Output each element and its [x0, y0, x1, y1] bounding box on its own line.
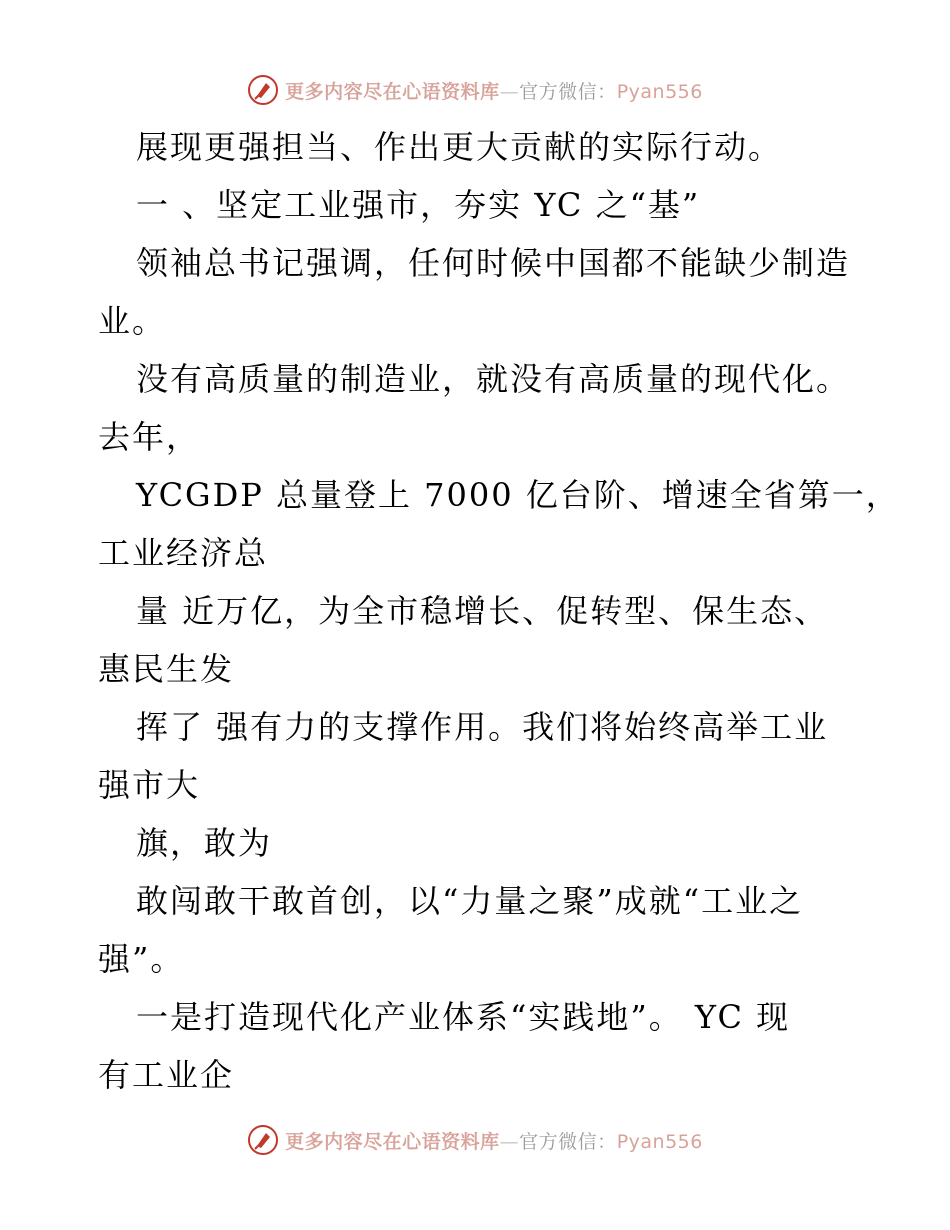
doc-line: 量 近万亿，为全市稳增长、促转型、保生态、 — [136, 592, 829, 630]
doc-line: 有工业企 — [98, 1056, 235, 1094]
pen-nib-logo-icon — [247, 74, 279, 106]
doc-line: 没有高质量的制造业，就没有高质量的现代化。 — [136, 360, 851, 398]
document-body — [98, 118, 898, 1104]
doc-line: 敢闯敢干敢首创，以“力量之聚”成就“工业之 — [136, 882, 804, 920]
doc-line: 领袖总书记强调，任何时候中国都不能缺少制造 — [136, 244, 851, 282]
footer-watermark — [0, 1122, 950, 1158]
doc-line: 一是打造现代化产业体系“实践地”。 YC 现 — [136, 998, 791, 1036]
header-watermark — [0, 72, 950, 108]
doc-line: 展现更强担当、作出更大贡献的实际行动。 — [136, 128, 783, 166]
doc-line: 旗，敢为 — [136, 824, 273, 862]
watermark-text — [285, 1127, 703, 1154]
watermark-brand: 更多内容尽在心语资料库 — [285, 80, 500, 103]
watermark-dash: — — [499, 80, 520, 103]
watermark-brand: 更多内容尽在心语资料库 — [285, 1130, 500, 1153]
watermark-channel: 官方微信： — [519, 1130, 617, 1153]
doc-line: 挥了 强有力的支撑作用。我们将始终高举工业 — [136, 708, 829, 746]
watermark-dash: — — [499, 1130, 520, 1153]
watermark-text — [285, 77, 703, 104]
doc-line: 一 、坚定工业强市，夯实 YC 之“基” — [136, 186, 701, 224]
doc-line: 工业经济总 — [98, 534, 269, 572]
doc-line: YCGDP 总量登上 7000 亿台阶、增速全省第一， — [136, 476, 900, 514]
doc-line: 强市大 — [98, 766, 201, 804]
doc-line: 业。 — [98, 302, 167, 340]
watermark-id: Pyan556 — [616, 80, 703, 103]
doc-line: 惠民生发 — [98, 650, 235, 688]
watermark-id: Pyan556 — [616, 1130, 703, 1153]
doc-line: 强”。 — [98, 940, 185, 978]
pen-nib-logo-icon — [247, 1124, 279, 1156]
watermark-channel: 官方微信： — [519, 80, 617, 103]
doc-line: 去年， — [98, 418, 201, 456]
